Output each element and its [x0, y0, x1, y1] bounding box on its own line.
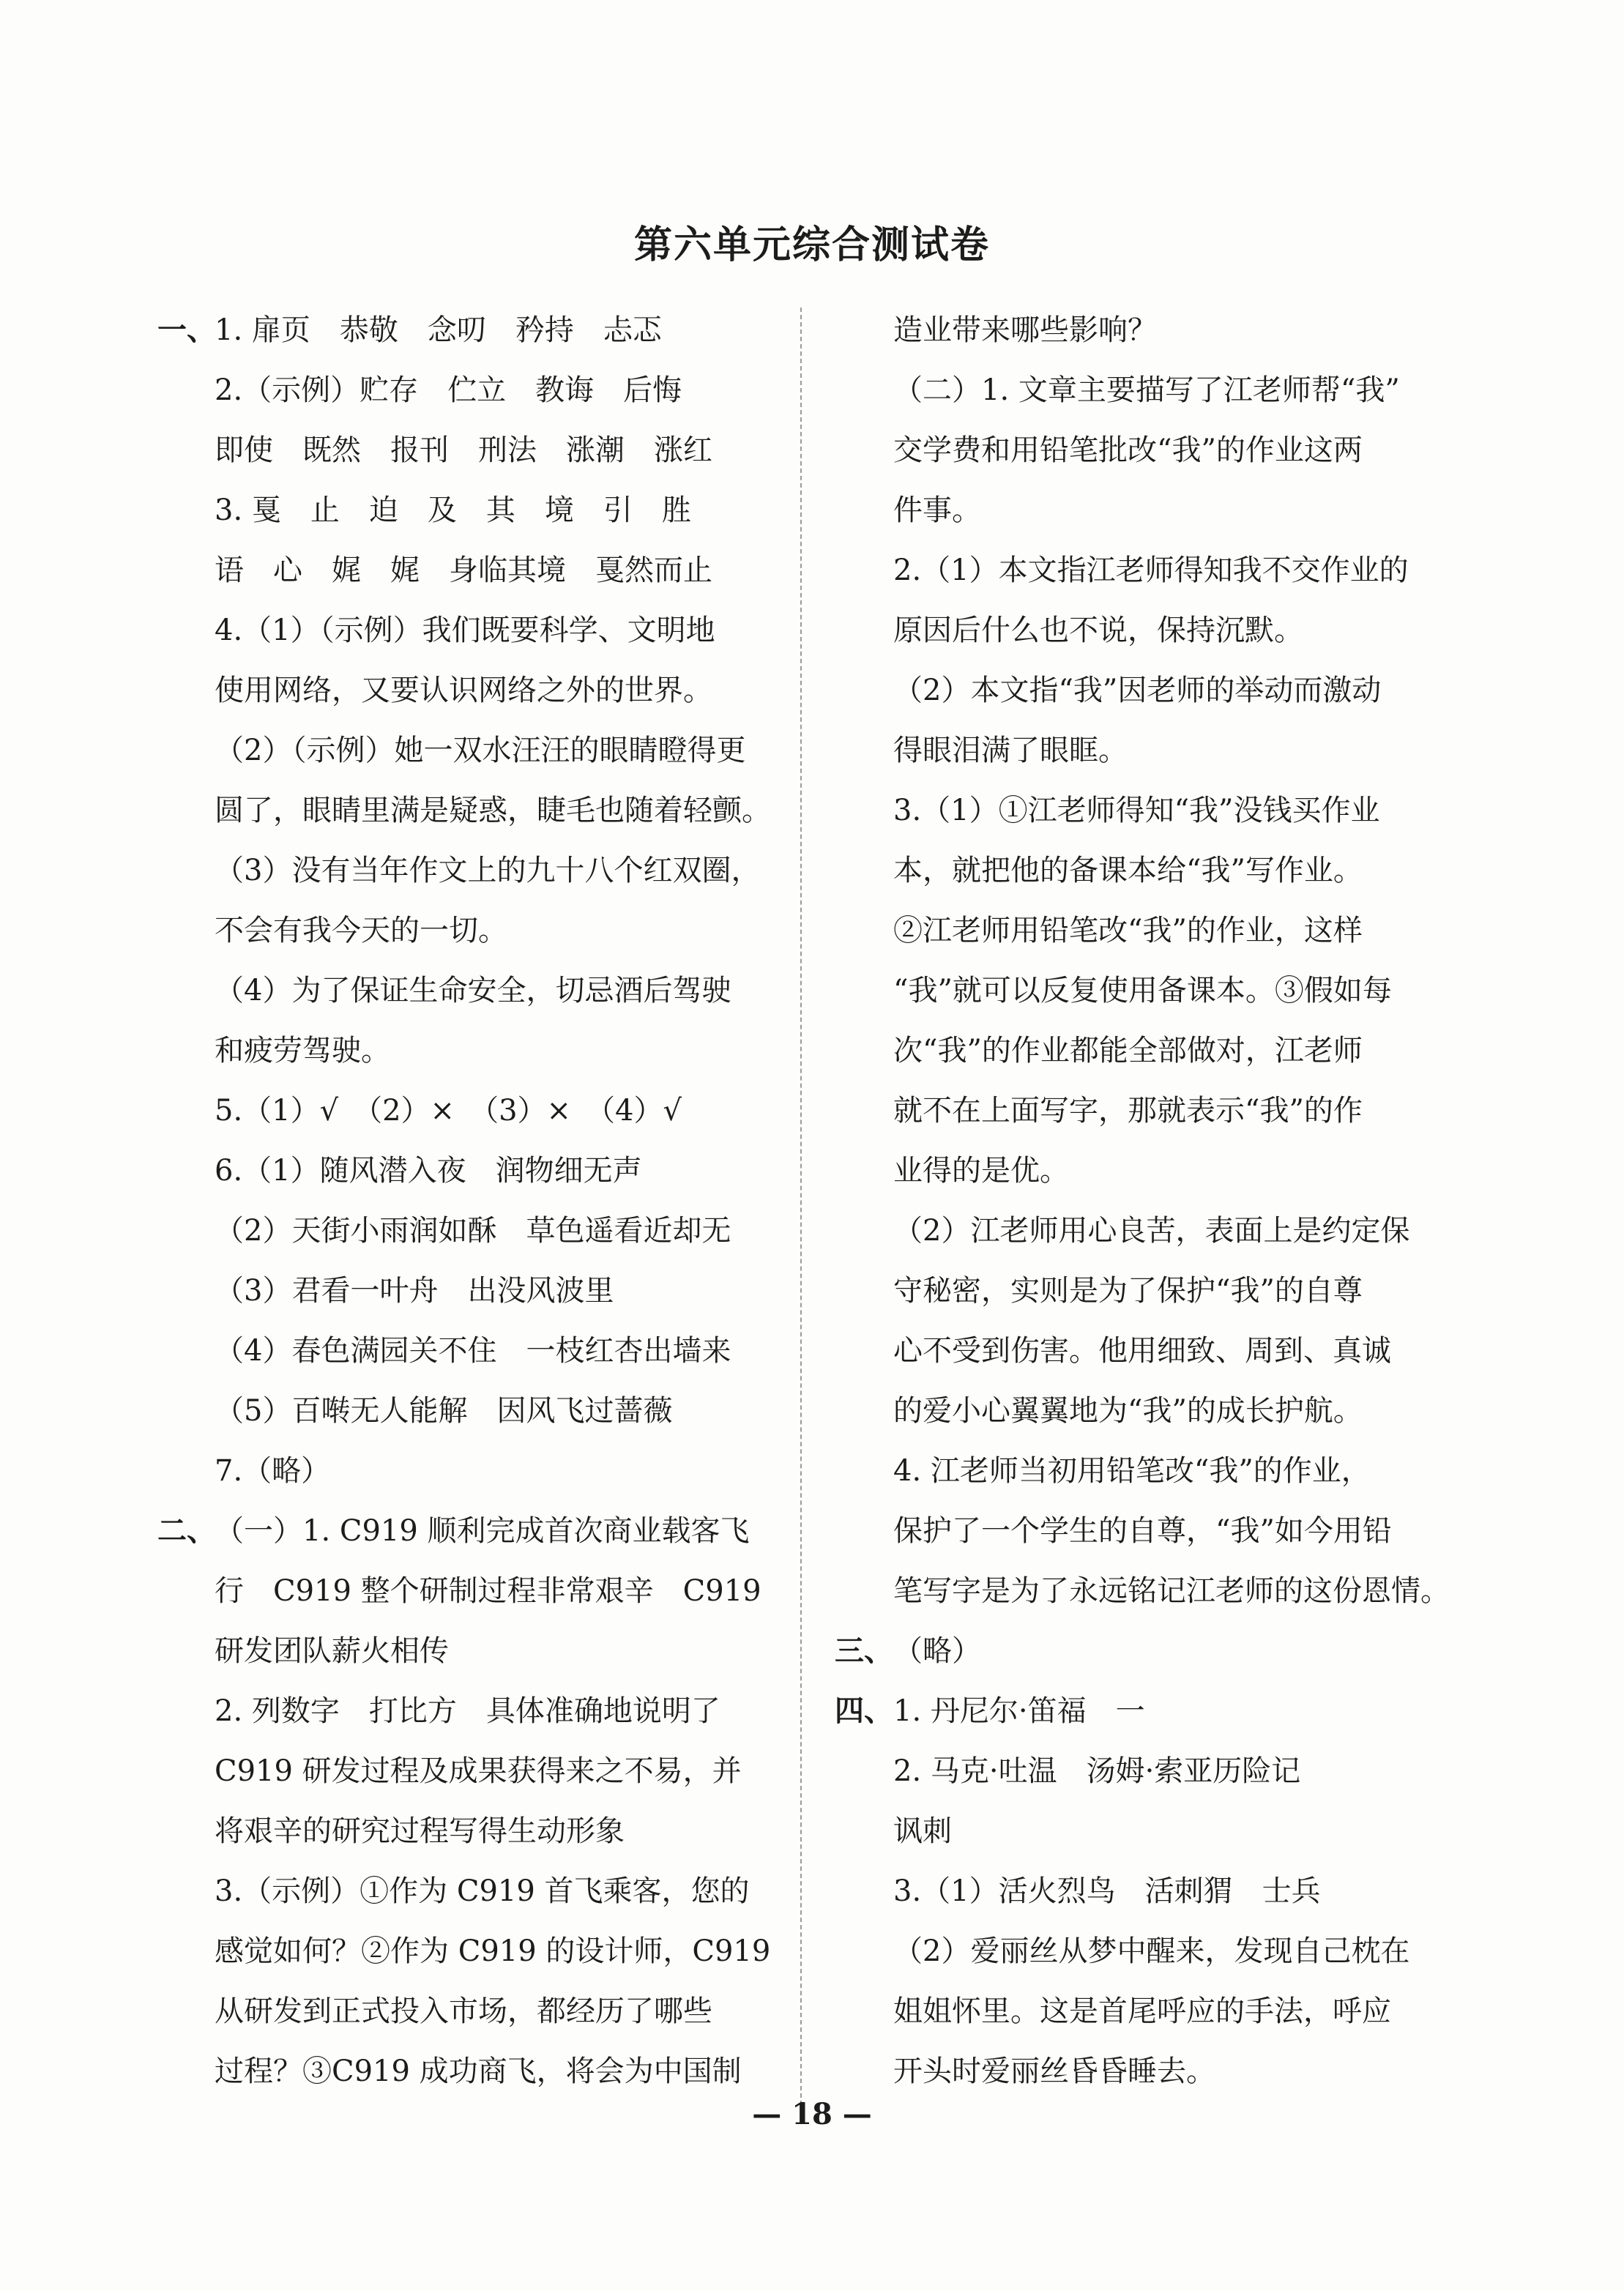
line-text: （5）百啭无人能解 因风飞过蔷薇	[215, 1394, 673, 1428]
text-line	[893, 480, 1472, 540]
text-line	[893, 1261, 1472, 1321]
line-text: 过程？③C919 成功商飞，将会为中国制	[215, 2055, 742, 2088]
text-line	[893, 1501, 1472, 1561]
text-line	[157, 300, 787, 360]
text-line	[893, 300, 1472, 360]
answer-column-right	[835, 300, 1472, 2101]
text-line	[893, 420, 1472, 480]
text-line	[157, 1561, 787, 1621]
line-text: 感觉如何？②作为 C919 的设计师，C919	[215, 1934, 771, 1968]
line-text: 3.（1）活火烈鸟 活刺猬 士兵	[893, 1874, 1321, 1908]
text-line	[157, 1081, 787, 1141]
line-text: 使用网络，又要认识网络之外的世界。	[215, 674, 712, 707]
column-divider	[800, 308, 802, 2120]
text-line	[157, 480, 787, 540]
line-text: 1. 丹尼尔·笛福 一	[893, 1694, 1145, 1728]
page-number: — 18 —	[752, 2097, 872, 2131]
text-line	[893, 1741, 1472, 1801]
line-text: 研发团队薪火相传	[215, 1634, 449, 1668]
text-line	[157, 1441, 787, 1501]
section-marker: 四、	[835, 1694, 893, 1728]
line-text: 和疲劳驾驶。	[215, 1034, 390, 1068]
text-line	[835, 1621, 1472, 1681]
line-text: 2. 马克·吐温 汤姆·索亚历险记	[893, 1754, 1301, 1788]
text-line	[157, 1201, 787, 1261]
text-line	[893, 1801, 1472, 1861]
text-line	[893, 540, 1472, 600]
text-line	[157, 420, 787, 480]
text-line	[157, 781, 787, 841]
text-line	[157, 961, 787, 1021]
line-text: 3. 戛 止 迫 及 其 境 引 胜	[215, 493, 691, 527]
text-line	[893, 1201, 1472, 1261]
line-text: （3）没有当年作文上的九十八个红双圈，	[215, 854, 761, 887]
text-line	[157, 1021, 787, 1081]
line-text: （略）	[893, 1634, 981, 1668]
text-line	[893, 1561, 1472, 1621]
text-line	[893, 1441, 1472, 1501]
text-line	[157, 1141, 787, 1201]
text-line	[893, 720, 1472, 781]
line-text: 6.（1）随风潜入夜 润物细无声	[215, 1154, 642, 1188]
text-line	[157, 540, 787, 600]
text-line	[157, 1801, 787, 1861]
text-line	[157, 1501, 787, 1561]
text-line	[893, 961, 1472, 1021]
text-line	[157, 600, 787, 660]
text-line	[157, 1861, 787, 1921]
line-text: 次“我”的作业都能全部做对，江老师	[893, 1034, 1363, 1068]
text-line	[893, 1381, 1472, 1441]
line-text: 件事。	[893, 493, 981, 527]
text-line	[157, 1381, 787, 1441]
text-line	[893, 600, 1472, 660]
line-text: 开头时爱丽丝昏昏睡去。	[893, 2055, 1215, 2088]
answer-column-left	[157, 300, 787, 2101]
text-line	[893, 1081, 1472, 1141]
line-text: 姐姐怀里。这是首尾呼应的手法，呼应	[893, 1994, 1391, 2028]
line-text: （2）江老师用心良苦，表面上是约定保	[893, 1214, 1410, 1248]
text-line	[157, 1261, 787, 1321]
line-text: 2.（示例）贮存 伫立 教诲 后悔	[215, 373, 682, 407]
text-line	[893, 1141, 1472, 1201]
text-line	[157, 1681, 787, 1741]
line-text: 就不在上面写字，那就表示“我”的作	[893, 1094, 1363, 1128]
line-text: 守秘密，实则是为了保护“我”的自尊	[893, 1274, 1363, 1308]
line-text: （3）君看一叶舟 出没风波里	[215, 1274, 614, 1308]
line-text: （4）春色满园关不住 一枝红杏出墙来	[215, 1334, 731, 1368]
line-text: 心不受到伤害。他用细致、周到、真诚	[893, 1334, 1391, 1368]
text-line	[893, 660, 1472, 720]
line-text: （2）爱丽丝从梦中醒来，发现自己枕在	[893, 1934, 1410, 1968]
line-text: 业得的是优。	[893, 1154, 1069, 1188]
line-text: （一）1. C919 顺利完成首次商业载客飞	[215, 1514, 750, 1548]
text-line	[157, 1321, 787, 1381]
text-line	[893, 901, 1472, 961]
text-line	[157, 1981, 787, 2041]
line-text: 保护了一个学生的自尊，“我”如今用铅	[893, 1514, 1392, 1548]
text-line	[157, 1741, 787, 1801]
line-text: 2. 列数字 打比方 具体准确地说明了	[215, 1694, 720, 1728]
text-line	[893, 360, 1472, 420]
line-text: “我”就可以反复使用备课本。③假如每	[893, 974, 1392, 1007]
line-text: 4.（1）（示例）我们既要科学、文明地	[215, 614, 715, 647]
line-text: 原因后什么也不说，保持沉默。	[893, 614, 1303, 647]
line-text: 2.（1）本文指江老师得知我不交作业的	[893, 554, 1409, 587]
page-title: 第六单元综合测试卷	[633, 223, 990, 267]
text-line	[157, 720, 787, 781]
line-text: 笔写字是为了永远铭记江老师的这份恩情。	[893, 1574, 1450, 1608]
line-text: 圆了，眼睛里满是疑惑，睫毛也随着轻颤。	[215, 794, 771, 827]
line-text: 5.（1）√ （2）× （3）× （4）√	[215, 1094, 682, 1128]
line-text: （2）本文指“我”因老师的举动而激动	[893, 674, 1382, 707]
line-text: 3.（示例）①作为 C919 首飞乘客，您的	[215, 1874, 750, 1908]
text-line	[893, 841, 1472, 901]
text-line	[893, 1861, 1472, 1921]
line-text: 3.（1）①江老师得知“我”没钱买作业	[893, 794, 1380, 827]
line-text: C919 研发过程及成果获得来之不易，并	[215, 1754, 742, 1788]
line-text: 1. 扉页 恭敬 念叨 矜持 忐忑	[215, 313, 662, 347]
text-line	[893, 1921, 1472, 1981]
line-text: 得眼泪满了眼眶。	[893, 734, 1128, 767]
line-text: （2）天街小雨润如酥 草色遥看近却无	[215, 1214, 731, 1248]
line-text: 交学费和用铅笔批改“我”的作业这两	[893, 433, 1363, 467]
line-text: 即使 既然 报刊 刑法 涨潮 涨红	[215, 433, 712, 467]
line-text: 不会有我今天的一切。	[215, 914, 507, 947]
line-text: 讽刺	[893, 1814, 952, 1848]
text-line	[157, 360, 787, 420]
line-text: 的爱小心翼翼地为“我”的成长护航。	[893, 1394, 1363, 1428]
section-marker: 一、	[157, 313, 216, 347]
line-text: 造业带来哪些影响？	[893, 313, 1157, 347]
text-line	[893, 1021, 1472, 1081]
line-text: 4. 江老师当初用铅笔改“我”的作业，	[893, 1454, 1371, 1488]
line-text: 语 心 娓 娓 身临其境 戛然而止	[215, 554, 712, 587]
text-line	[157, 660, 787, 720]
line-text: （2）（示例）她一双水汪汪的眼睛瞪得更	[215, 734, 746, 767]
section-marker: 二、	[157, 1513, 216, 1548]
section-marker: 三、	[835, 1633, 893, 1668]
text-line	[157, 1621, 787, 1681]
text-line	[893, 1981, 1472, 2041]
line-text: 本，就把他的备课本给“我”写作业。	[893, 854, 1363, 887]
line-text: （4）为了保证生命安全，切忌酒后驾驶	[215, 974, 731, 1007]
line-text: 行 C919 整个研制过程非常艰辛 C919	[215, 1574, 761, 1608]
line-text: 将艰辛的研究过程写得生动形象	[215, 1814, 625, 1848]
line-text: （二）1. 文章主要描写了江老师帮“我”	[893, 373, 1400, 407]
line-text: 从研发到正式投入市场，都经历了哪些	[215, 1994, 712, 2028]
text-line	[157, 1921, 787, 1981]
line-text: ②江老师用铅笔改“我”的作业，这样	[893, 914, 1363, 947]
text-line	[893, 1321, 1472, 1381]
line-text: 7.（略）	[215, 1454, 331, 1488]
text-line	[157, 901, 787, 961]
text-line	[835, 1681, 1472, 1741]
text-line	[893, 781, 1472, 841]
text-line	[157, 841, 787, 901]
